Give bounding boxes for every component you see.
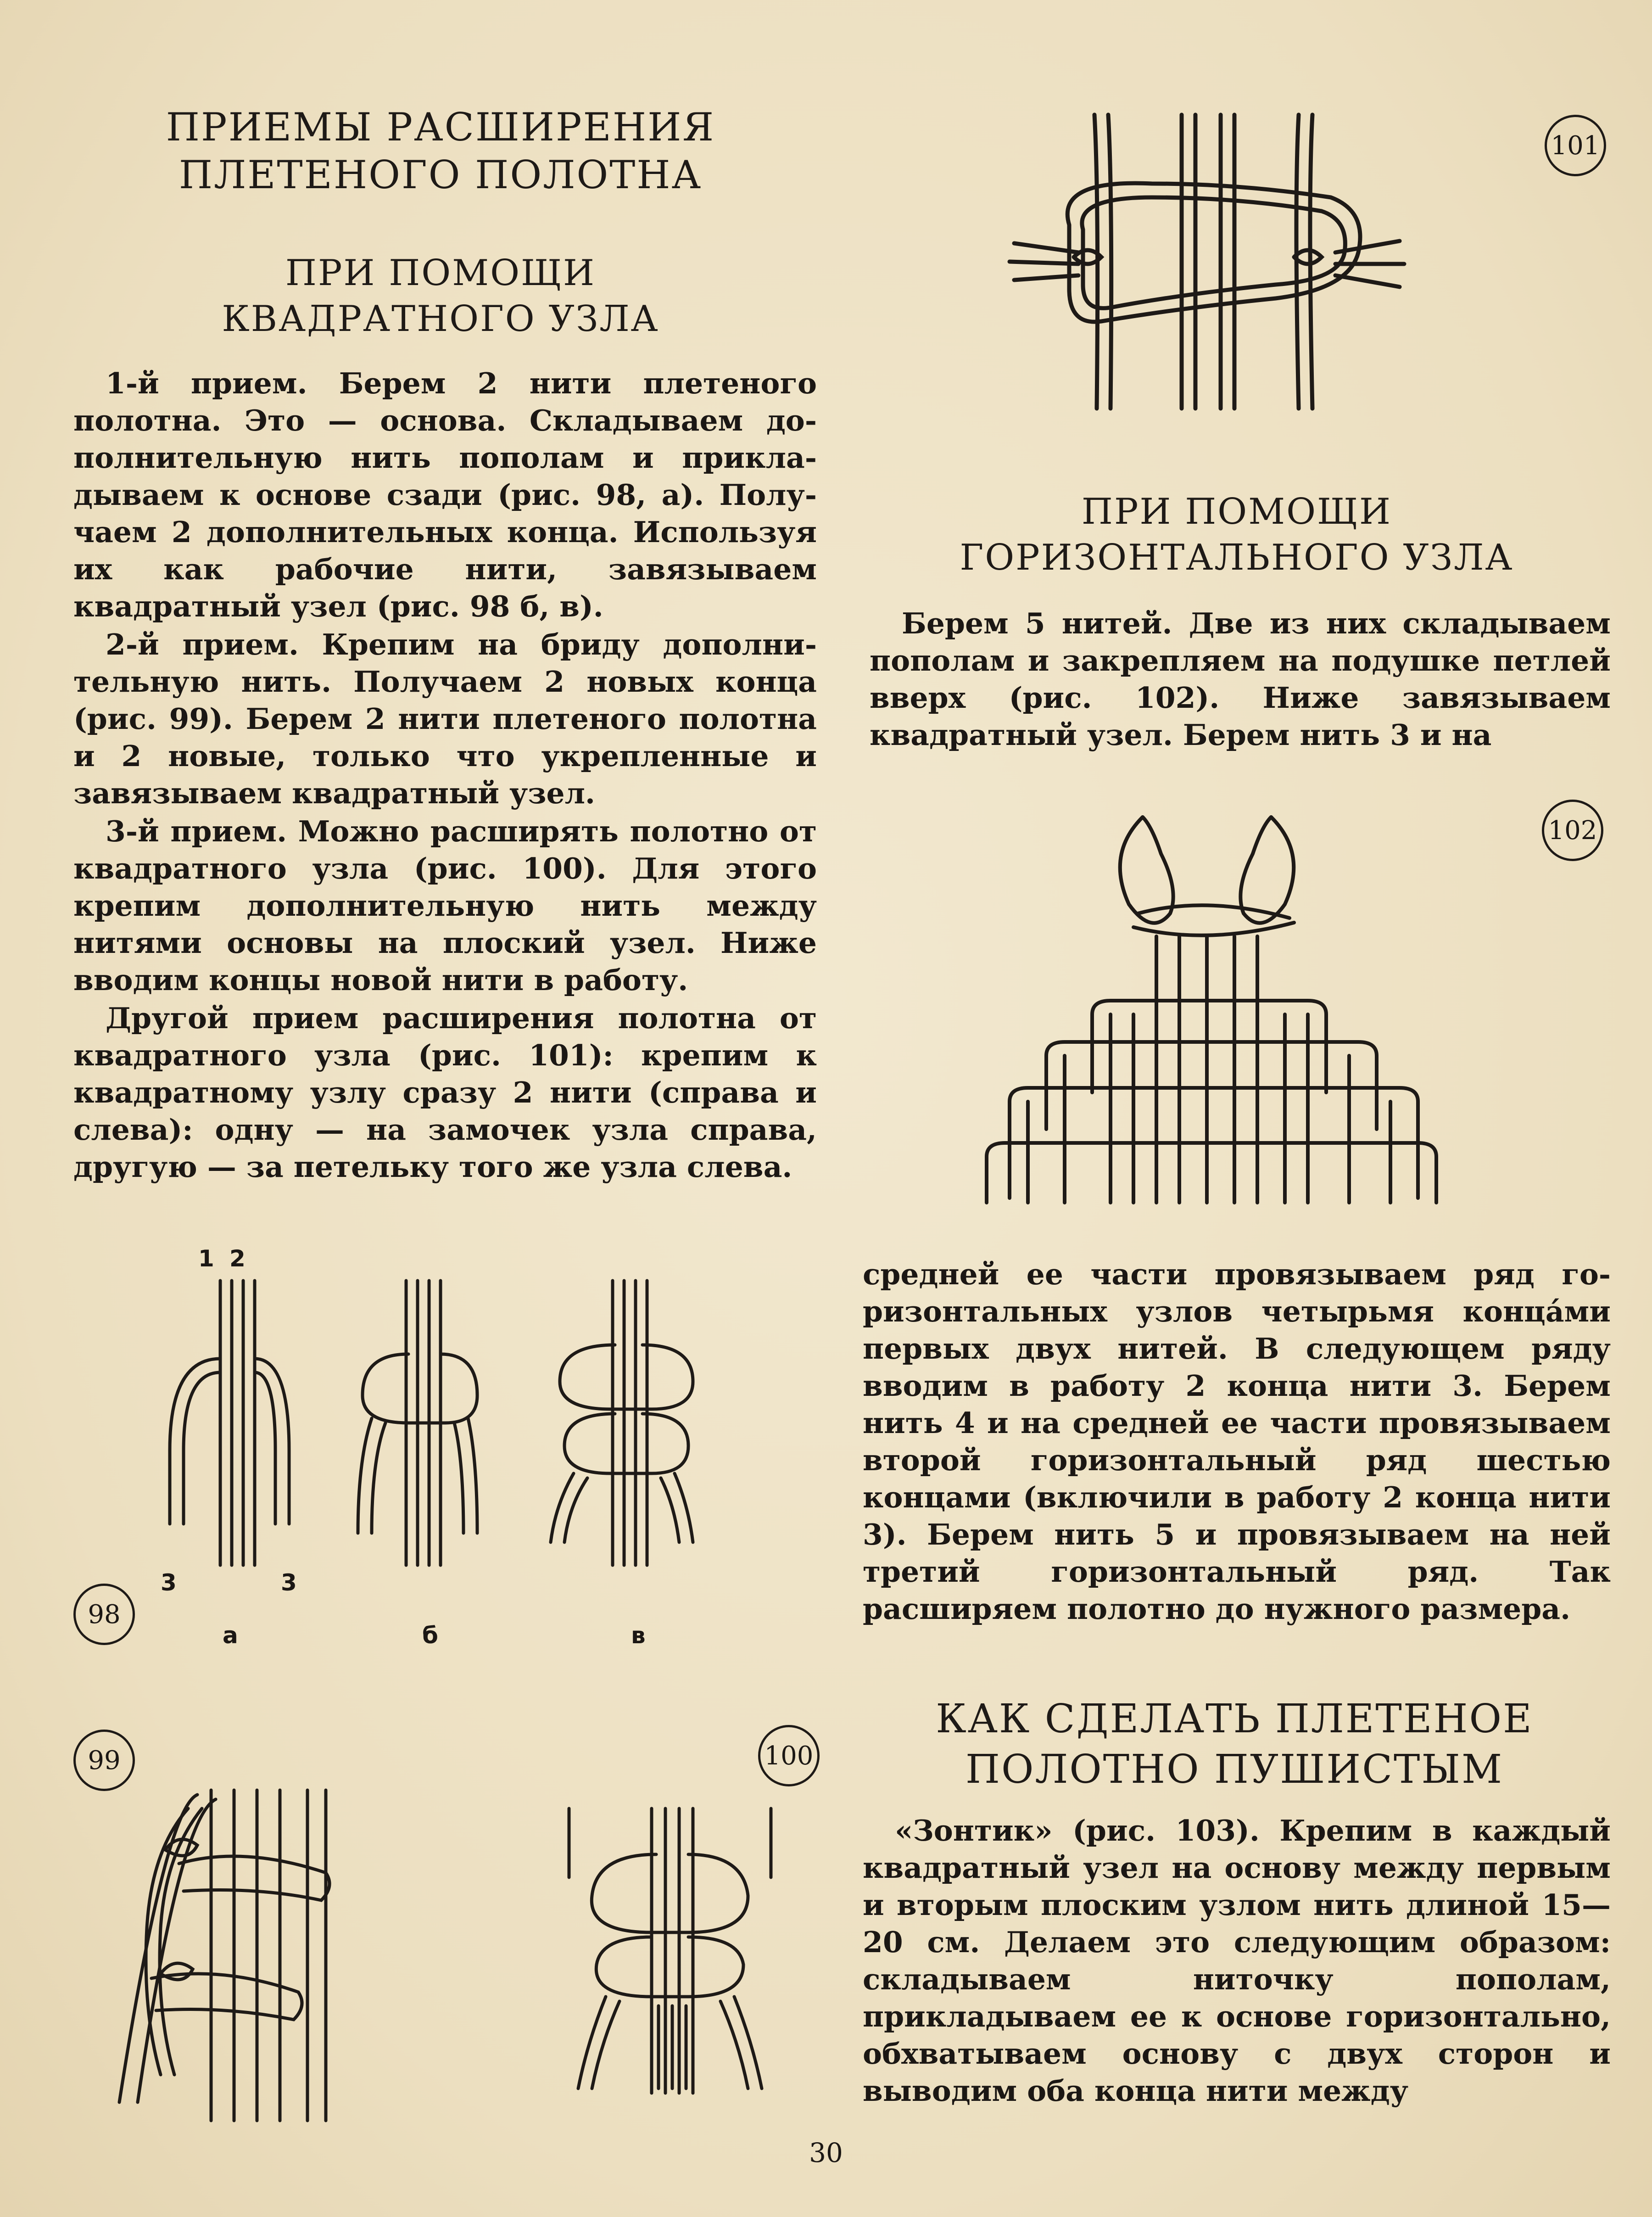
fig98-thread-label-1: 1 [198,1245,214,1272]
fluffy-heading-line-1: КАК СДЕЛАТЬ ПЛЕТЕНОЕ [936,1696,1533,1742]
left-column-text [73,365,817,1186]
figure-98a-illustration [151,1267,298,1570]
figure-98-number-badge: 98 [73,1584,135,1645]
paragraph-horizontal-continued: средней ее части провязываем ряд горизонтальных узлов четырьмя концáми первых двух нитей. В следующем ряду вводим в работу 2 конца нити 3. Берем нить 4 и на средней ее части провязываем второй горизонтальный ряд шестью концами (включили в работу 2 конца нити 3). Берем нить 5 и провязываем на ней третий горизонтальный ряд. Так расширяем полотно до нужного размера. [863,1257,1611,1626]
square-knot-heading-line-2: КВАДРАТНОГО УЗЛА [222,298,659,340]
fig98-sublabel-v: в [631,1622,646,1649]
square-knot-heading [92,250,789,342]
fig98-sublabel-a: а [223,1622,238,1649]
figure-101-illustration [1000,106,1413,418]
right-column-top-text [870,605,1611,754]
figure-101-number-badge: 101 [1545,115,1606,176]
figure-99-number-badge: 99 [73,1730,135,1791]
fig98-thread-label-2: 2 [229,1245,246,1272]
fluffy-heading [863,1694,1606,1795]
fig98-sublabel-b: б [422,1622,438,1649]
square-knot-heading-line-1: ПРИ ПОМОЩИ [285,252,596,294]
figure-99-illustration [106,1781,363,2125]
fig98-thread-label-3-left: 3 [161,1569,177,1596]
figure-98v-illustration [532,1276,716,1570]
right-column-bottom-text [863,1812,1611,2110]
paragraph-method-2: 2-й прием. Крепим на бриду дополнительную нить. Получаем 2 новых конца (рис. 99). Берем 2 нити плетеного полотна и 2 новые, только что укрепленные и завязываем квадратный узел. [73,627,817,810]
horizontal-knot-heading-line-2: ГОРИЗОНТАЛЬНОГО УЗЛА [960,537,1514,578]
page-number: 30 [809,2137,843,2168]
main-heading [92,103,789,199]
main-heading-line-1: ПРИЕМЫ РАСШИРЕНИЯ [166,105,715,150]
figure-102-number-badge: 102 [1542,800,1603,861]
main-heading-line-2: ПЛЕТЕНОГО ПОЛОТНА [179,152,703,197]
paragraph-umbrella [863,1812,1611,2110]
fluffy-heading-line-2: ПОЛОТНО ПУШИСТЫМ [965,1747,1504,1792]
figure-98b-illustration [340,1276,496,1570]
paragraph-method-3: 3-й прием. Можно расширять полотно от квадратного узла (рис. 100). Для этого крепим дополнительную нить между нитями основы на плоский узел. Ниже вводим концы новой нити в работу. [73,814,817,997]
figure-100-illustration [560,1804,780,2098]
figure-102-illustration [977,799,1455,1212]
paragraph-method-1: 1-й прием. Берем 2 нити плетеного полотна. Это — основа. Складываем дополнительную нить пополам и прикладываем к основе сзади (рис. 98, а). Получаем 2 дополнительных конца. Используя их как рабочие нити, завязываем квадратный узел (рис. 98 б, в). [73,366,817,623]
figure-100-number-badge: 100 [758,1725,820,1786]
horizontal-knot-heading-line-1: ПРИ ПОМОЩИ [1081,491,1392,532]
paragraph-method-other: Другой прием расширения полотна от квадратного узла (рис. 101): крепим к квадратному узлу сразу 2 нити (справа и слева): одну — на замочек узла справа, другую — за петельку того же узла слева. [73,1001,817,1184]
right-column-mid-text [863,1256,1611,1628]
umbrella-text: (рис. 103). Крепим в каждый квадратный узел на основу между первым и вторым плоским узлом нить длиной 15—20 см. Делаем это следующим образом: складываем ниточку пополам, прикладываем ее к основе горизонтально, обхватываем основу с двух сторон и выводим оба конца нити между [863,1814,1611,2108]
fig98-thread-label-3-right: 3 [281,1569,297,1596]
umbrella-lead-term: «Зонтик» [895,1814,1053,1848]
paragraph-horizontal-intro: Берем 5 нитей. Две из них складываем пополам и закрепляем на подушке петлей вверх (рис. 102). Ниже завязываем квадратный узел. Берем нить 3 и на [870,606,1611,752]
horizontal-knot-heading [909,489,1565,581]
